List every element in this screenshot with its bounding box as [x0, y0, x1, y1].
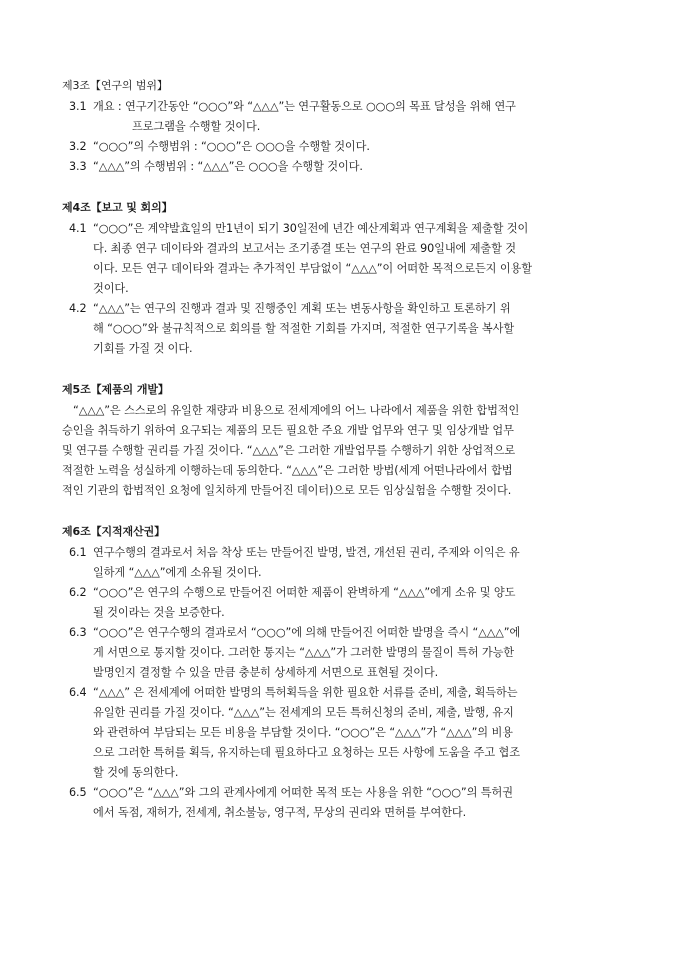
item-text-line: 것이다.	[93, 282, 129, 295]
paragraph-line: “△△△”은 스스로의 유일한 재량과 비용으로 전세계에의 어느 나라에서 제품을 위한 합법적인	[73, 404, 520, 417]
item-text-line: 게 서면으로 통지할 것이다. 그러한 통지는 “△△△”가 그러한 발명의 물질이 특허 가능한	[93, 646, 515, 659]
section-heading-3: 제3조【연구의 범위】	[62, 79, 168, 92]
item-text-line: 발명인지 결정할 수 있을 만큼 충분히 상세하게 서면으로 표현될 것이다.	[93, 666, 439, 679]
item-text-line: 다. 최종 연구 데이타와 결과의 보고서는 조기종결 또는 연구의 완료 90일내에 제출할 것	[93, 242, 517, 255]
item-text-line: “○○○”은 연구의 수행으로 만들어진 어떠한 제품이 완벽하게 “△△△”에게 소유 및 양도	[93, 586, 516, 599]
item-text-line: “○○○”의 수행범위 : “○○○”은 ○○○을 수행할 것이다.	[93, 140, 370, 153]
item-text-line: 해 “○○○”와 불규칙적으로 회의를 할 적절한 기회를 가지며, 적절한 연구기록을 복사할	[93, 322, 515, 335]
item-text-line: “△△△”는 연구의 진행과 결과 및 진행중인 계획 또는 변동사항을 확인하고 토론하기 위	[93, 302, 511, 315]
item-number: 6.2	[69, 586, 87, 599]
item-text-line: 에서 독점, 재허가, 전세계, 취소불능, 영구적, 무상의 권리와 면허를 부여한다.	[93, 806, 467, 819]
item-text-line: 와 관련하여 부담되는 모든 비용을 부담할 것이다. “○○○”은 “△△△”가 “△△△”의 비용	[93, 726, 513, 739]
item-text-line: 유일한 권리를 가질 것이다. “△△△”는 전세계의 모든 특허신청의 준비, 제출, 발행, 유지	[93, 706, 514, 719]
paragraph-line: 및 연구를 수행할 권리를 가질 것이다. “△△△”은 그러한 개발업무를 수행하기 위한 상업적으로	[62, 444, 516, 457]
item-text-line: 개요 : 연구기간동안 “○○○”와 “△△△”는 연구활동으로 ○○○의 목표 달성을 위해 연구	[93, 100, 516, 113]
item-text-line: “○○○”은 “△△△”와 그의 관계사에게 어떠한 목적 또는 사용을 위한 “○○○”의 특허권	[93, 786, 513, 799]
section-heading-6: 제6조【지적재산권】	[62, 525, 166, 538]
item-number: 6.5	[69, 786, 87, 799]
item-text-line: 일하게 “△△△”에게 소유될 것이다.	[93, 566, 262, 579]
section-heading-4: 제4조【보고 및 회의】	[62, 201, 173, 214]
item-text-line: 연구수행의 결과로서 처음 착상 또는 만들어진 발명, 발견, 개선된 권리, 주제와 이익은 유	[93, 546, 520, 559]
item-text-line: “○○○”은 계약발효일의 만1년이 되기 30일전에 년간 예산계획과 연구계획을 제출할 것이	[93, 222, 529, 235]
item-number: 4.2	[69, 302, 87, 315]
item-number: 4.1	[69, 222, 87, 235]
item-text-line: 프로그램을 수행할 것이다.	[132, 120, 261, 133]
item-text-line: 이다. 모든 연구 데이타와 결과는 추가적인 부담없이 “△△△”이 어떠한 목적으로든지 이용할	[93, 262, 532, 275]
item-text-line: 될 것이라는 것을 보증한다.	[93, 606, 225, 619]
item-number: 6.4	[69, 686, 87, 699]
item-text-line: 기회를 가질 것 이다.	[93, 342, 193, 355]
section-heading-5: 제5조【제품의 개발】	[62, 383, 169, 396]
item-number: 3.1	[69, 100, 87, 113]
item-text-line: “△△△”의 수행범위 : “△△△”은 ○○○을 수행할 것이다.	[93, 160, 363, 173]
paragraph-line: 승인을 취득하기 위하여 요구되는 제품의 모든 필요한 주요 개발 업무와 연구 및 임상개발 업무	[62, 424, 514, 437]
paragraph-line: 적절한 노력을 성실하게 이행하는데 동의한다. “△△△”은 그러한 방법(세계 어떤나라에서 합법	[62, 464, 513, 477]
item-text-line: “○○○”은 연구수행의 결과로서 “○○○”에 의해 만들어진 어떠한 발명을 즉시 “△△△”에	[93, 626, 521, 639]
item-text-line: “△△△” 은 전세계에 어떠한 발명의 특허획득을 위한 필요한 서류를 준비, 제출, 획득하는	[93, 686, 518, 699]
item-text-line: 으로 그러한 특허를 획득, 유지하는데 필요하다고 요청하는 모든 사항에 도움을 주고 협조	[93, 746, 520, 759]
paragraph-line: 적인 기관의 합법적인 요청에 일치하게 만들어진 데이터)으로 모든 임상실험을 수행할 것이다.	[62, 484, 512, 497]
item-number: 6.3	[69, 626, 87, 639]
item-number: 3.3	[69, 160, 87, 173]
item-number: 3.2	[69, 140, 87, 153]
item-text-line: 할 것에 동의한다.	[93, 766, 179, 779]
item-number: 6.1	[69, 546, 87, 559]
